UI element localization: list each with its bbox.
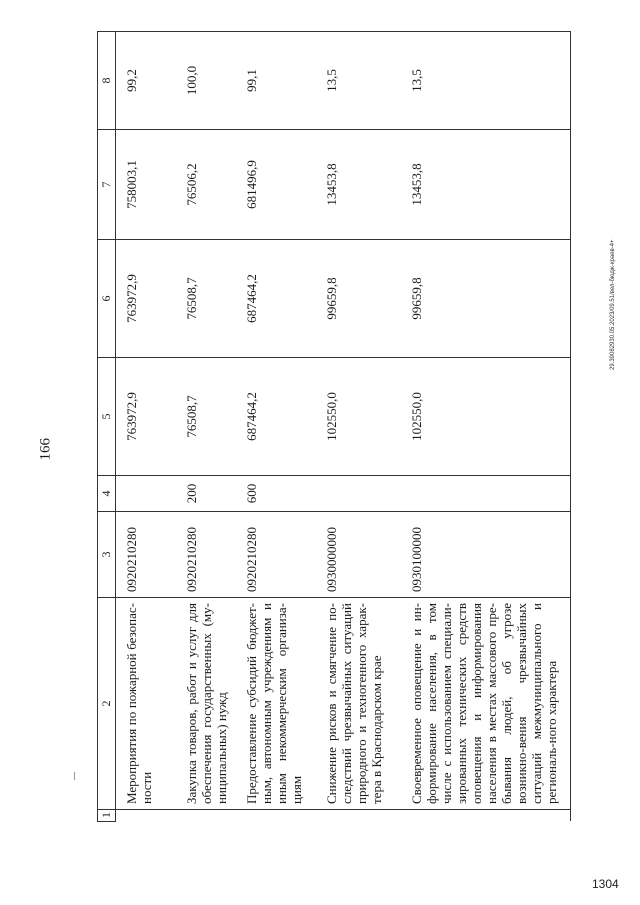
header-cell: 8 bbox=[98, 32, 116, 130]
table-header-row bbox=[98, 32, 116, 822]
table-cell-name: Закупка товаров, работ и услуг для обеспечения государственных (му-ниципальных) нужд bbox=[176, 598, 236, 810]
table-cell-col1 bbox=[236, 810, 316, 822]
table-row bbox=[176, 32, 236, 822]
table-cell-v8: 99,2 bbox=[116, 32, 176, 130]
table-cell-v8: 100,0 bbox=[176, 32, 236, 130]
table-cell-v6: 99659,8 bbox=[316, 240, 401, 358]
table-cell-v5: 102550,0 bbox=[316, 358, 401, 476]
budget-table-frame bbox=[97, 32, 587, 822]
table-cell-v7: 76506,2 bbox=[176, 130, 236, 240]
table-row bbox=[236, 32, 316, 822]
table-cell-v6: 763972,9 bbox=[116, 240, 176, 358]
table-cell-col1 bbox=[116, 810, 176, 822]
document-stamp-area bbox=[610, 190, 622, 370]
table-cell-v7: 681496,9 bbox=[236, 130, 316, 240]
sheet-number: 1304 bbox=[592, 877, 619, 891]
table-cell-v7: 13453,8 bbox=[401, 130, 571, 240]
table-cell-v8: 13,5 bbox=[401, 32, 571, 130]
document-stamp: 29.39082930.05.2023/09.51/вел-бюдж-краев-4+ bbox=[610, 239, 616, 370]
table-cell-name: Своевременное оповещение и ин-формирование населения, в том числе с использованием специали-зированных технических средств оповещения и информирования населения в местах массового пре-бывания людей, об угрозе возникно-вения чрезвычайных ситуаций межмуниципального и региональ-ного характера bbox=[401, 598, 571, 810]
table-cell-v7: 13453,8 bbox=[316, 130, 401, 240]
table-cell-type bbox=[116, 476, 176, 512]
scan-mark bbox=[74, 772, 75, 780]
table-cell-code: 0920210280 bbox=[176, 512, 236, 598]
table-cell-col1 bbox=[176, 810, 236, 822]
table-cell-name: Снижение рисков и смягчение по-следствий чрезвычайных ситуаций природного и техногенного харак-тера в Краснодарском крае bbox=[316, 598, 401, 810]
budget-table bbox=[97, 31, 571, 822]
table-cell-name: Предоставление субсидий бюджет-ным, автономным учреждениям и иным некоммерческим организа-циям bbox=[236, 598, 316, 810]
table-cell-v8: 99,1 bbox=[236, 32, 316, 130]
header-cell: 5 bbox=[98, 358, 116, 476]
header-cell: 3 bbox=[98, 512, 116, 598]
table-row bbox=[116, 32, 176, 822]
table-cell-code: 0920210280 bbox=[236, 512, 316, 598]
table-cell-type bbox=[401, 476, 571, 512]
header-cell: 1 bbox=[98, 810, 116, 822]
table-cell-v6: 99659,8 bbox=[401, 240, 571, 358]
table-cell-col1 bbox=[401, 810, 571, 822]
table-cell-type: 600 bbox=[236, 476, 316, 512]
table-cell-v5: 687464,2 bbox=[236, 358, 316, 476]
table-cell-type: 200 bbox=[176, 476, 236, 512]
header-cell: 2 bbox=[98, 598, 116, 810]
table-row bbox=[316, 32, 401, 822]
table-cell-type bbox=[316, 476, 401, 512]
table-cell-v5: 102550,0 bbox=[401, 358, 571, 476]
table-cell-v6: 687464,2 bbox=[236, 240, 316, 358]
table-cell-v7: 758003,1 bbox=[116, 130, 176, 240]
table-cell-v5: 763972,9 bbox=[116, 358, 176, 476]
header-cell: 7 bbox=[98, 130, 116, 240]
table-cell-col1 bbox=[316, 810, 401, 822]
table-cell-code: 0920210280 bbox=[116, 512, 176, 598]
table-row bbox=[401, 32, 571, 822]
table-cell-code: 0930000000 bbox=[316, 512, 401, 598]
page-number: 166 bbox=[37, 438, 54, 461]
header-cell: 6 bbox=[98, 240, 116, 358]
table-cell-v5: 76508,7 bbox=[176, 358, 236, 476]
table-cell-code: 0930100000 bbox=[401, 512, 571, 598]
table-cell-name: Мероприятия по пожарной безопас-ности bbox=[116, 598, 176, 810]
header-cell: 4 bbox=[98, 476, 116, 512]
table-cell-v8: 13,5 bbox=[316, 32, 401, 130]
table-cell-v6: 76508,7 bbox=[176, 240, 236, 358]
